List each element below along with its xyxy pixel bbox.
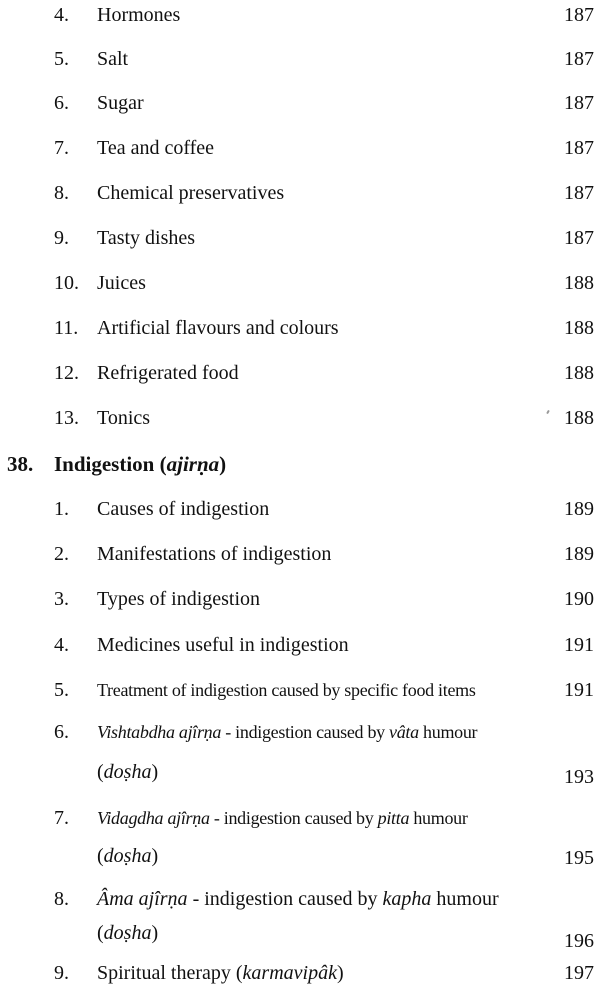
- toc-entry: [0, 88, 600, 118]
- entry-page: 187: [564, 227, 594, 249]
- toc-entry: [0, 403, 600, 433]
- entry-number: 10.: [54, 272, 79, 294]
- entry-title: Sugar: [97, 92, 144, 114]
- entry-page: 191: [564, 634, 594, 656]
- toc-entry-page-row: [0, 762, 600, 792]
- entry-title: Chemical preservatives: [97, 182, 285, 204]
- toc-entry-page-row: [0, 926, 600, 956]
- toc-entry: [0, 584, 600, 614]
- toc-entry: [0, 717, 600, 747]
- entry-page: 187: [564, 92, 594, 114]
- entry-title-continued: (doṣha): [97, 761, 159, 783]
- entry-number: 4.: [54, 4, 69, 26]
- entry-title: Artificial flavours and colours: [97, 317, 339, 339]
- entry-title: Hormones: [97, 4, 181, 26]
- toc-entry: [0, 630, 600, 660]
- entry-number: 4.: [54, 634, 69, 656]
- entry-page: 188: [564, 317, 594, 339]
- entry-page: 187: [564, 182, 594, 204]
- entry-number: 8.: [54, 182, 69, 204]
- toc-entry: [0, 494, 600, 524]
- entry-number: 8.: [54, 888, 69, 910]
- entry-title: Tonics: [97, 407, 151, 429]
- chapter-title: Indigestion (ajirṇa): [54, 452, 227, 476]
- toc-entry: [0, 358, 600, 388]
- toc-entry: [0, 958, 600, 988]
- entry-title: Vidagdha ajîrṇa - indigestion caused by pitta humour: [97, 808, 468, 828]
- entry-number: 7.: [54, 137, 69, 159]
- entry-title: Juices: [97, 272, 146, 294]
- entry-page: 188: [564, 362, 594, 384]
- entry-page: 193: [564, 766, 594, 788]
- entry-title: Salt: [97, 48, 129, 70]
- entry-title: Tasty dishes: [97, 227, 196, 249]
- entry-page: 189: [564, 498, 594, 520]
- entry-number: 5.: [54, 679, 69, 701]
- entry-title: Causes of indigestion: [97, 498, 270, 520]
- toc-entry-page-row: [0, 843, 600, 873]
- toc-entry: [0, 0, 600, 30]
- entry-page: 195: [564, 847, 594, 869]
- entry-title: Manifestations of indigestion: [97, 543, 332, 565]
- entry-number: 13.: [54, 407, 79, 429]
- toc-entry: [0, 539, 600, 569]
- entry-number: 5.: [54, 48, 69, 70]
- entry-number: 7.: [54, 807, 69, 829]
- entry-title-continued: (doṣha): [97, 922, 159, 944]
- toc-entry: [0, 313, 600, 343]
- chapter-number: 38.: [7, 452, 34, 476]
- entry-page: 187: [564, 137, 594, 159]
- entry-page: 197: [564, 962, 594, 984]
- entry-title-continued: (doṣha): [97, 845, 159, 867]
- entry-number: 11.: [54, 317, 79, 339]
- toc-entry: [0, 223, 600, 253]
- entry-title: Âma ajîrṇa - indigestion caused by kapha humour: [97, 888, 499, 910]
- toc-entry: [0, 675, 600, 705]
- entry-page: 188: [564, 407, 594, 429]
- entry-number: 1.: [54, 498, 69, 520]
- entry-title: Refrigerated food: [97, 362, 239, 384]
- toc-entry: [0, 884, 600, 914]
- entry-title: Types of indigestion: [97, 588, 261, 610]
- entry-number: 2.: [54, 543, 69, 565]
- entry-page: 187: [564, 48, 594, 70]
- entry-number: 6.: [54, 92, 69, 114]
- entry-page: 189: [564, 543, 594, 565]
- entry-number: 9.: [54, 962, 69, 984]
- entry-number: 9.: [54, 227, 69, 249]
- entry-number: 12.: [54, 362, 79, 384]
- toc-entry: [0, 44, 600, 74]
- entry-title: Vishtabdha ajîrṇa - indigestion caused by vâta humour: [97, 722, 478, 742]
- entry-title: Treatment of indigestion caused by specific food items: [97, 680, 476, 700]
- toc-entry: [0, 803, 600, 833]
- toc-entry: [0, 268, 600, 298]
- entry-number: 6.: [54, 721, 69, 743]
- toc-entry: [0, 178, 600, 208]
- entry-number: 3.: [54, 588, 69, 610]
- entry-page: 188: [564, 272, 594, 294]
- entry-page: 196: [564, 930, 594, 952]
- entry-title: Tea and coffee: [97, 137, 215, 159]
- entry-title: Spiritual therapy (karmavipâk): [97, 962, 344, 984]
- entry-page: 187: [564, 4, 594, 26]
- toc-entry: [0, 133, 600, 163]
- entry-page: 190: [564, 588, 594, 610]
- entry-title: Medicines useful in indigestion: [97, 634, 349, 656]
- entry-page: 191: [564, 679, 594, 701]
